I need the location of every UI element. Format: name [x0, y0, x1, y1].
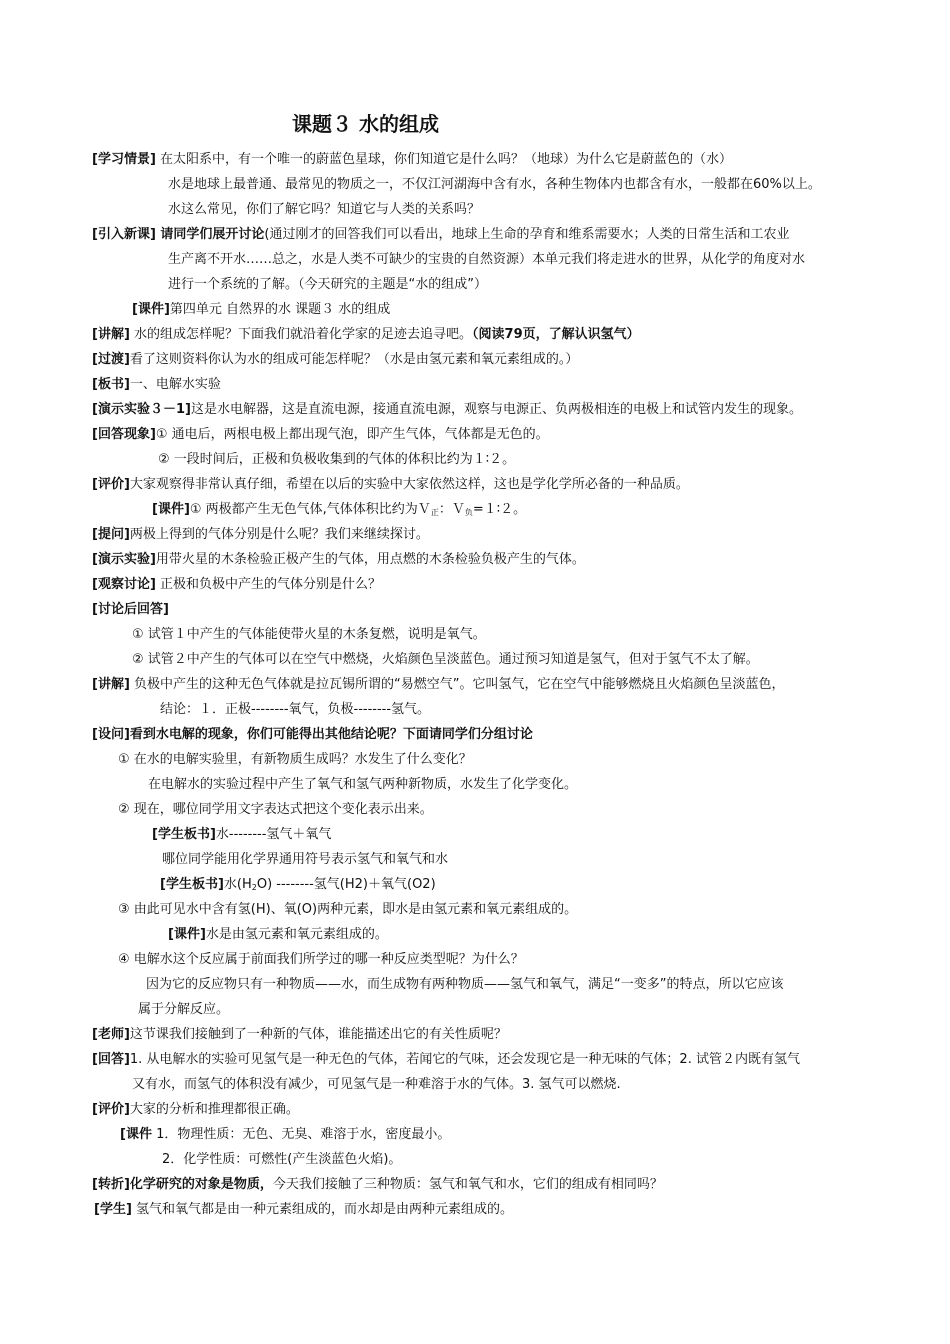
paragraph-line [168, 276, 487, 294]
line-text: ③ 由此可见水中含有氢(H)、氧(O)两种元素，即水是由氢元素和氧元素组成的。 [118, 902, 578, 917]
line-text: 这节课我们接触到了一种新的气体，谁能描述出它的有关性质呢？ [129, 1027, 507, 1042]
section-tag: [过渡] [92, 352, 130, 367]
line-text: O) --------氢气(H2)＋氧气(O2) [256, 877, 436, 892]
line-text: 水是地球上最普通、最常见的物质之一，不仅江河湖海中含有水，各种生物体内也都含有水，一般都在60%以上。 [168, 177, 821, 192]
section-tag: [评价] [92, 1102, 130, 1117]
paragraph-line [118, 951, 524, 969]
paragraph-line [162, 851, 448, 869]
line-text: 属于分解反应。 [138, 1002, 230, 1017]
paragraph-line [146, 976, 783, 994]
paragraph-line [92, 601, 169, 619]
line-text: 进行一个系统的了解。（今天研究的主题是“水的组成”） [168, 277, 487, 292]
paragraph-line [92, 1026, 507, 1044]
paragraph-line [168, 201, 480, 219]
line-text: ：Ｖ [438, 502, 465, 517]
paragraph-line [92, 151, 732, 169]
line-text: 用带火星的木条检验正极产生的气体，用点燃的木条检验负极产生的气体。 [155, 552, 585, 567]
paragraph-line [92, 376, 221, 394]
emphasis-text: 看到水电解的现象，你们可能得出其他结论呢？下面请同学们分组讨论 [129, 727, 533, 742]
paragraph-line [168, 926, 388, 944]
section-tag: [课件] [168, 927, 206, 942]
line-text: 一、电解水实验 [129, 377, 221, 392]
line-text: 水(H [223, 877, 252, 892]
paragraph-line [92, 1176, 663, 1194]
paragraph-line [152, 826, 331, 844]
paragraph-line [120, 1126, 450, 1144]
paragraph-line [168, 251, 805, 269]
line-text: 生产离不开水……总之，水是人类不可缺少的宝贵的自然资源）本单元我们将走进水的世界，从化学的角度对水 [168, 252, 806, 267]
section-tag: [观察讨论] [92, 577, 156, 592]
section-tag: [回答] [92, 1052, 130, 1067]
paragraph-line [92, 226, 790, 244]
subscript: 2 [251, 883, 257, 892]
paragraph-line [92, 351, 578, 369]
emphasis-text: （阅读79页，了解认识氢气） [472, 327, 640, 342]
line-text: ② 一段时间后，正极和负极收集到的气体的体积比约为１∶２。 [158, 452, 516, 467]
page-title: 课题３ 水的组成 [292, 112, 439, 136]
paragraph-line [132, 626, 486, 644]
section-tag: [评价] [92, 477, 130, 492]
line-text: 2．化学性质：可燃性(产生淡蓝色火焰)。 [162, 1152, 402, 1167]
section-tag: [学生板书] [160, 877, 224, 892]
line-text: 大家观察得非常认真仔细，希望在以后的实验中大家依然这样，这也是学化学所必备的一种品质。 [129, 477, 689, 492]
section-tag: [学习情景] [92, 152, 156, 167]
section-tag: [回答现象] [92, 427, 156, 442]
section-tag: [课件] [152, 502, 190, 517]
paragraph-line [138, 1001, 229, 1019]
paragraph-line [92, 326, 640, 344]
paragraph-line [92, 1101, 299, 1119]
section-tag: [学生] [94, 1202, 132, 1217]
section-tag: [课件] [132, 302, 170, 317]
line-text: ① 两极都产生无色气体,气体体积比约为Ｖ [189, 502, 431, 517]
paragraph-line [132, 301, 390, 319]
paragraph-line [92, 426, 549, 444]
emphasis-text: 化学研究的对象是物质， [129, 1177, 273, 1192]
section-tag: [讲解] [92, 327, 130, 342]
paragraph-line [158, 451, 515, 469]
section-tag: [转折] [92, 1177, 130, 1192]
line-text: 水是由氢元素和氧元素组成的。 [205, 927, 388, 942]
section-tag: [演示实验] [92, 552, 156, 567]
paragraph-line [92, 526, 429, 544]
line-text: 大家的分析和推理都很正确。 [129, 1102, 299, 1117]
paragraph-line [92, 551, 585, 569]
section-tag: [课件 [120, 1127, 152, 1142]
line-text: (通过刚才的回答我们可以看出，地球上生命的孕育和维系需要水；人类的日常生活和工农业 [264, 227, 790, 242]
paragraph-line [160, 701, 430, 719]
line-text: =１∶２。 [472, 502, 527, 517]
line-text: 负极中产生的这种无色气体就是拉瓦锡所谓的“易燃空气”。它叫氢气，它在空气中能够燃烧且火焰颜色呈淡蓝色， [129, 677, 785, 692]
line-text: 氢气和氧气都是由一种元素组成的，而水却是由两种元素组成的。 [131, 1202, 514, 1217]
line-text: ① 通电后，两根电极上都出现气泡，即产生气体，气体都是无色的。 [155, 427, 549, 442]
line-text: 两极上得到的气体分别是什么呢？我们来继续探讨。 [129, 527, 429, 542]
subscript: 正 [430, 508, 439, 517]
line-text: ① 在水的电解实验里，有新物质生成吗？水发生了什么变化？ [118, 752, 472, 767]
paragraph-line [118, 901, 577, 919]
paragraph-line [92, 576, 381, 594]
paragraph-line [132, 1076, 621, 1094]
line-text: 1. 从电解水的实验可见氢气是一种无色的气体，若闻它的气味，还会发现它是一种无味的气体；2. 试管２内既有氢气 [129, 1052, 800, 1067]
section-tag: [提问] [92, 527, 130, 542]
line-text: 正极和负极中产生的气体分别是什么？ [155, 577, 382, 592]
line-text: 水的组成怎样呢？下面我们就沿着化学家的足迹去追寻吧。 [129, 327, 473, 342]
paragraph-line [168, 176, 821, 194]
line-text: ④ 电解水这个反应属于前面我们所学过的哪一种反应类型呢？为什么？ [118, 952, 524, 967]
section-tag: [引入新课] [92, 227, 156, 242]
emphasis-text: 请同学们展开讨论 [155, 227, 265, 242]
section-tag: [演示实验３－1] [92, 402, 191, 417]
line-text: 这是水电解器，这是直流电源，接通直流电源，观察与电源正、负两极相连的电极上和试管内发生的现象。 [190, 402, 802, 417]
line-text: ① 试管１中产生的气体能使带火星的木条复燃，说明是氧气。 [132, 627, 486, 642]
section-tag: [老师] [92, 1027, 130, 1042]
paragraph-line [94, 1201, 513, 1219]
paragraph-line [160, 876, 436, 897]
line-text: 第四单元 自然界的水 课题３ 水的组成 [169, 302, 391, 317]
paragraph-line [132, 651, 759, 669]
paragraph-line [162, 1151, 401, 1169]
line-text: 今天我们接触了三种物质：氢气和氧气和水，它们的组成有相同吗？ [272, 1177, 663, 1192]
paragraph-line [92, 676, 785, 694]
section-tag: [设问] [92, 727, 130, 742]
section-tag: [讲解] [92, 677, 130, 692]
line-text: 水--------氢气＋氧气 [215, 827, 332, 842]
line-text: ② 试管２中产生的气体可以在空气中燃烧，火焰颜色呈淡蓝色。通过预习知道是氢气，但对于氢气不太了解。 [132, 652, 759, 667]
section-tag: [学生板书] [152, 827, 216, 842]
subscript: 负 [464, 508, 473, 517]
line-text: 哪位同学能用化学界通用符号表示氢气和氧气和水 [162, 852, 449, 867]
line-text: 又有水，而氢气的体积没有减少，可见氢气是一种难溶于水的气体。3. 氢气可以燃烧. [132, 1077, 621, 1092]
paragraph-line [92, 1051, 800, 1069]
paragraph-line [92, 401, 802, 419]
line-text: 1．物理性质：无色、无臭、难溶于水，密度最小。 [151, 1127, 451, 1142]
paragraph-line [148, 776, 577, 794]
line-text: 因为它的反应物只有一种物质——水，而生成物有两种物质——氢气和氧气，满足“一变多”的特点，所以它应该 [146, 977, 784, 992]
line-text: 水这么常见，你们了解它吗？知道它与人类的关系吗？ [168, 202, 481, 217]
paragraph-line [92, 726, 533, 744]
paragraph-line [118, 801, 433, 819]
paragraph-line [92, 476, 689, 494]
line-text: 看了这则资料你认为水的组成可能怎样呢？（水是由氢元素和氧元素组成的。） [129, 352, 579, 367]
line-text: 结论：１．正极--------氧气，负极--------氢气。 [160, 702, 431, 717]
line-text: 在太阳系中，有一个唯一的蔚蓝色星球，你们知道它是什么吗？（地球）为什么它是蔚蓝色的（水） [155, 152, 733, 167]
line-text: ② 现在，哪位同学用文字表达式把这个变化表示出来。 [118, 802, 433, 817]
paragraph-line [118, 751, 472, 769]
line-text: 在电解水的实验过程中产生了氧气和氢气两种新物质，水发生了化学变化。 [148, 777, 578, 792]
paragraph-line [152, 501, 526, 522]
section-tag: [讨论后回答] [92, 602, 169, 617]
section-tag: [板书] [92, 377, 130, 392]
